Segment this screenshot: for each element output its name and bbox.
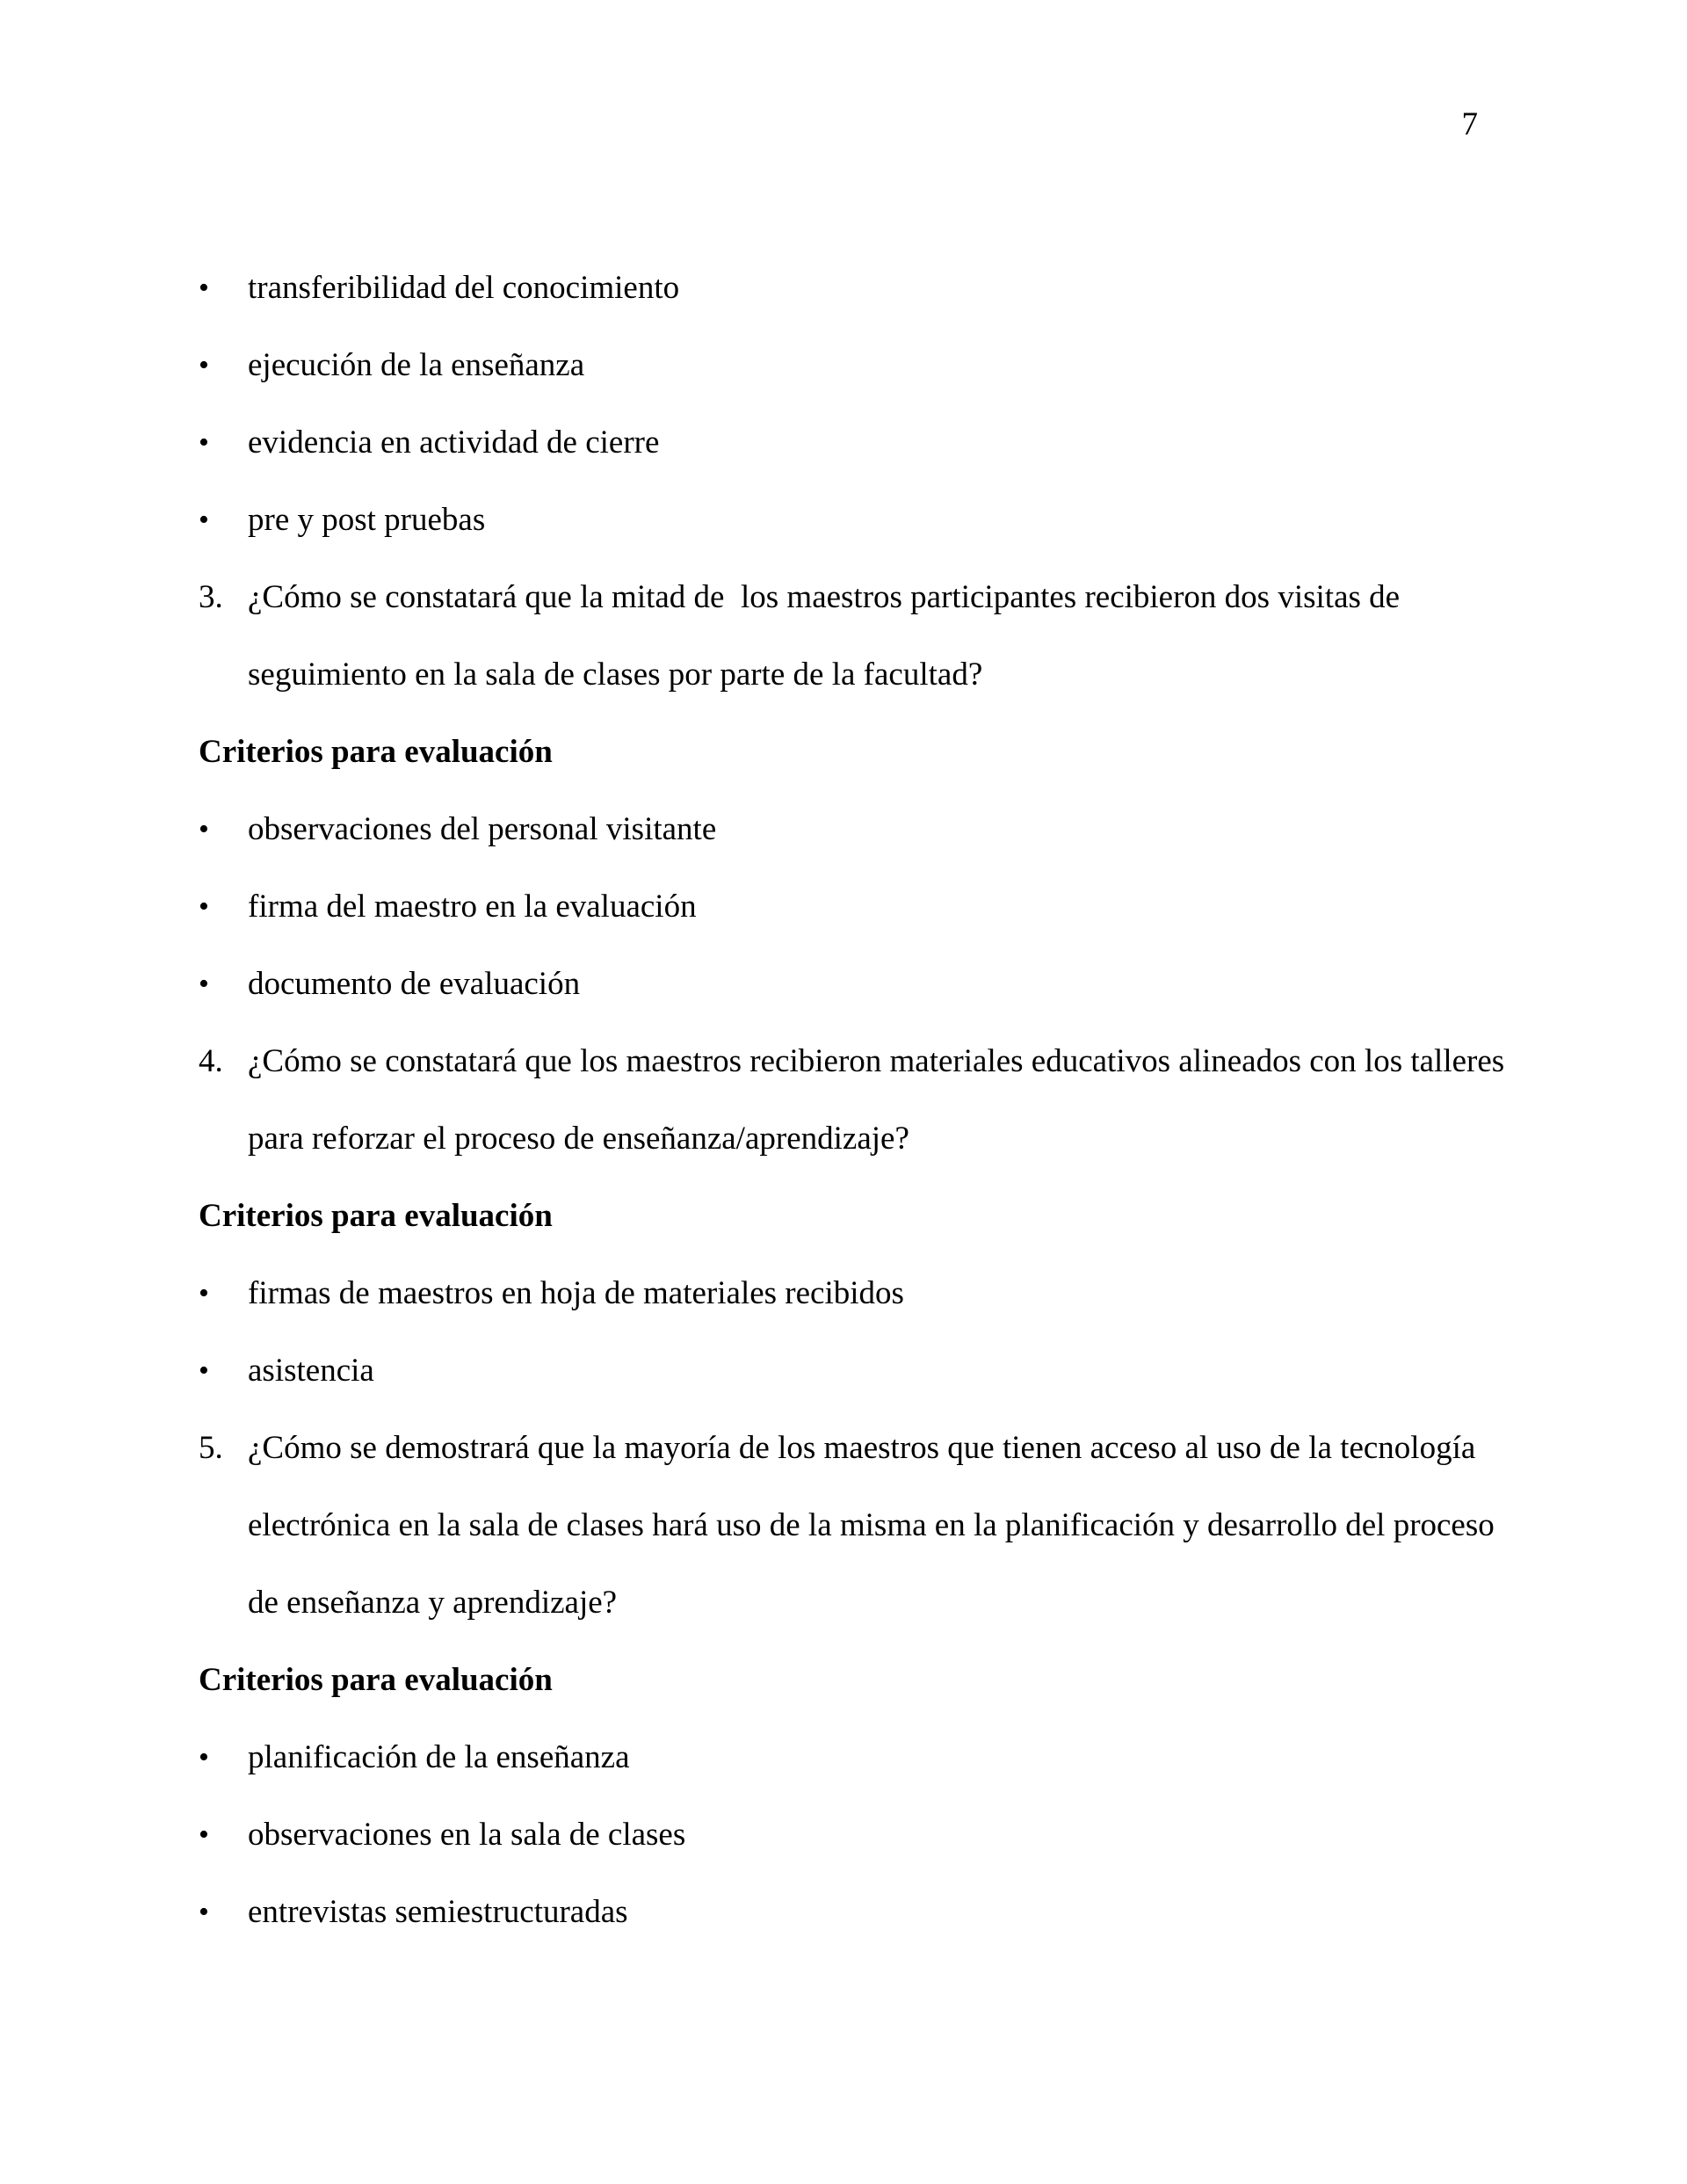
section-heading — [199, 714, 1520, 791]
heading-text: Criterios para evaluación — [199, 1662, 553, 1698]
number-marker: 3. — [199, 579, 223, 615]
item-text: observaciones en la sala de clases — [248, 1817, 686, 1853]
item-text: ¿Cómo se constatará que la mitad de los maestros participantes recibieron dos visitas de seguimiento en la sala de clases por parte de la facultad? — [248, 579, 1408, 693]
bullet-marker: • — [199, 272, 209, 304]
item-text: firmas de maestros en hoja de materiales recibidos — [248, 1275, 904, 1311]
item-text: planificación de la enseñanza — [248, 1739, 630, 1775]
item-text: ¿Cómo se constatará que los maestros recibieron materiales educativos alineados con los talleres para reforzar el proceso de enseñanza/aprendizaje? — [248, 1043, 1513, 1157]
item-text: transferibilidad del conocimiento — [248, 270, 680, 306]
bullet-marker: • — [199, 349, 209, 381]
heading-text: Criterios para evaluación — [199, 1198, 553, 1234]
bullet-marker: • — [199, 1277, 209, 1310]
numbered-item — [199, 1410, 1520, 1642]
section-heading — [199, 1178, 1520, 1255]
numbered-item — [199, 1023, 1520, 1178]
bullet-item — [199, 1719, 1520, 1796]
bullet-item — [199, 868, 1520, 946]
bullet-marker: • — [199, 1741, 209, 1774]
item-text: evidencia en actividad de cierre — [248, 424, 660, 461]
item-text: pre y post pruebas — [248, 502, 486, 538]
item-text: observaciones del personal visitante — [248, 811, 717, 847]
bullet-item — [199, 946, 1520, 1023]
item-text: ¿Cómo se demostrará que la mayoría de los maestros que tienen acceso al uso de la tecnología electrónica en la sala de clases hará uso de la misma en la planificación y desarrollo del proceso de enseñanza y aprendizaje? — [248, 1430, 1503, 1621]
bullet-item — [199, 1332, 1520, 1410]
item-text: asistencia — [248, 1353, 374, 1389]
bullet-item — [199, 482, 1520, 559]
item-text: documento de evaluación — [248, 966, 581, 1002]
numbered-item — [199, 559, 1520, 714]
section-heading — [199, 1642, 1520, 1719]
bullet-marker: • — [199, 1818, 209, 1851]
bullet-item — [199, 1874, 1520, 1951]
bullet-item — [199, 791, 1520, 868]
number-marker: 4. — [199, 1043, 223, 1079]
item-text: firma del maestro en la evaluación — [248, 889, 697, 925]
page-number: 7 — [1461, 106, 1478, 142]
item-text: entrevistas semiestructuradas — [248, 1894, 628, 1930]
item-text: ejecución de la enseñanza — [248, 347, 585, 383]
page-header — [199, 105, 1478, 144]
document-content — [199, 250, 1520, 1951]
bullet-marker: • — [199, 426, 209, 459]
bullet-marker: • — [199, 1896, 209, 1928]
bullet-marker: • — [199, 968, 209, 1000]
bullet-item — [199, 1255, 1520, 1332]
heading-text: Criterios para evaluación — [199, 734, 553, 770]
bullet-marker: • — [199, 1354, 209, 1387]
bullet-marker: • — [199, 813, 209, 845]
bullet-marker: • — [199, 504, 209, 536]
bullet-marker: • — [199, 890, 209, 923]
bullet-item — [199, 250, 1520, 327]
bullet-item — [199, 1796, 1520, 1874]
bullet-item — [199, 404, 1520, 482]
number-marker: 5. — [199, 1430, 223, 1466]
bullet-item — [199, 327, 1520, 404]
